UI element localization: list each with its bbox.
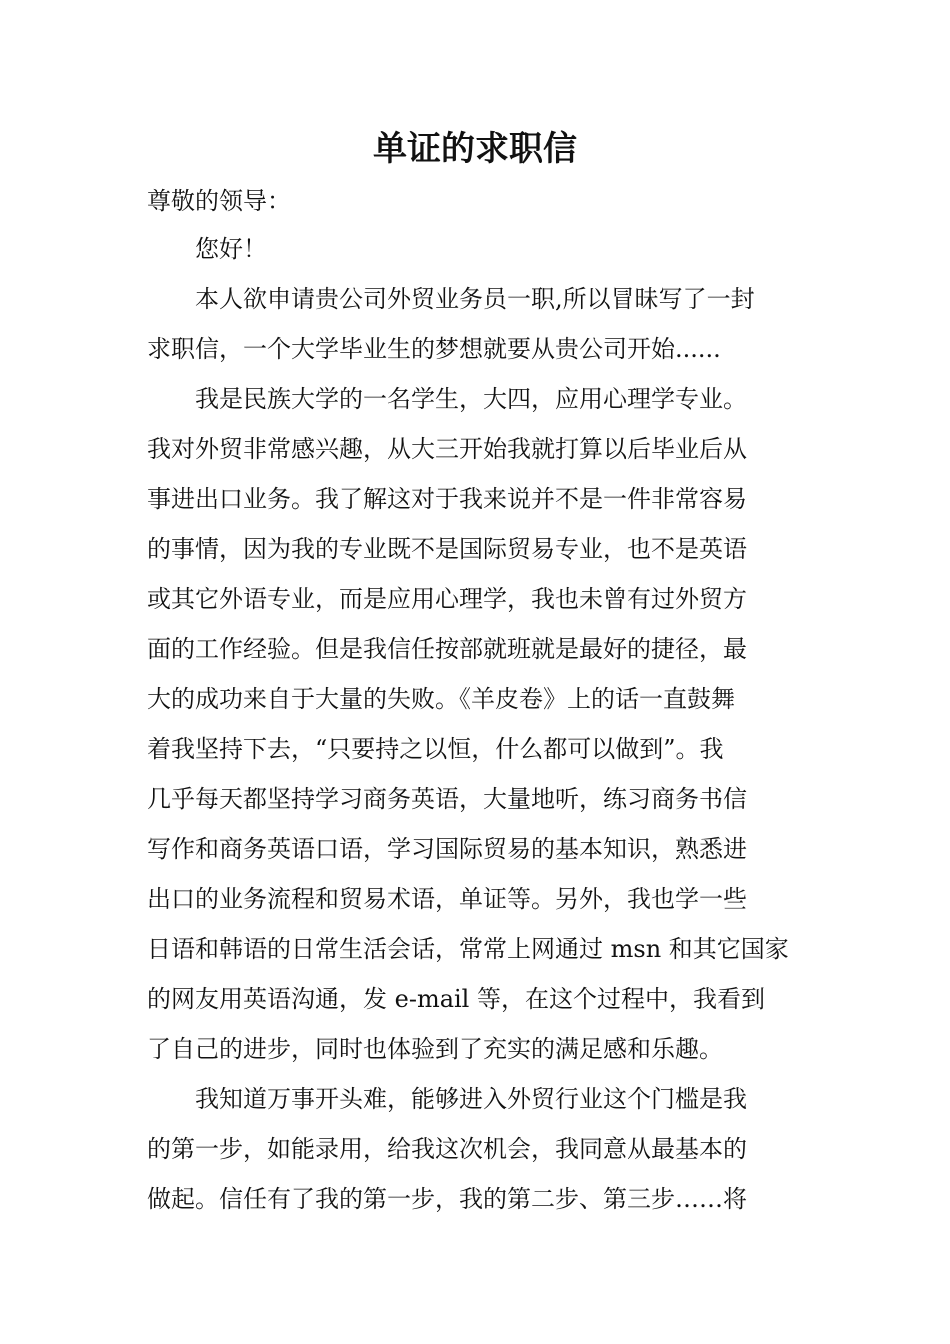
paragraph-line: 本人欲申请贵公司外贸业务员一职,所以冒昧写了一封 <box>195 285 755 313</box>
paragraph-line: 写作和商务英语口语，学习国际贸易的基本知识，熟悉进 <box>147 835 747 863</box>
paragraph-line: 大的成功来自于大量的失败。《羊皮卷》上的话一直鼓舞 <box>147 685 735 713</box>
paragraph-line: 求职信，一个大学毕业生的梦想就要从贵公司开始...... <box>147 335 721 363</box>
paragraph-line: 着我坚持下去，“只要持之以恒，什么都可以做到”。我 <box>147 735 724 763</box>
paragraph-line: 我对外贸非常感兴趣，从大三开始我就打算以后毕业后从 <box>147 435 747 463</box>
paragraph-line: 的网友用英语沟通，发 e-mail 等，在这个过程中，我看到 <box>147 985 765 1013</box>
paragraph-line: 日语和韩语的日常生活会话，常常上网通过 msn 和其它国家 <box>147 935 789 963</box>
paragraph-line: 事进出口业务。我了解这对于我来说并不是一件非常容易 <box>147 485 747 513</box>
paragraph-line: 了自己的进步，同时也体验到了充实的满足感和乐趣。 <box>147 1035 723 1063</box>
paragraph-line: 我知道万事开头难，能够进入外贸行业这个门槛是我 <box>195 1085 747 1113</box>
paragraph-line: 我是民族大学的一名学生，大四，应用心理学专业。 <box>195 385 747 413</box>
paragraph-line: 或其它外语专业，而是应用心理学，我也未曾有过外贸方 <box>147 585 747 613</box>
paragraph-line: 面的工作经验。但是我信任按部就班就是最好的捷径，最 <box>147 635 747 663</box>
greeting: 您好！ <box>195 235 267 263</box>
paragraph-line: 的第一步，如能录用，给我这次机会，我同意从最基本的 <box>147 1135 747 1163</box>
paragraph-line: 几乎每天都坚持学习商务英语，大量地听，练习商务书信 <box>147 785 747 813</box>
salutation: 尊敬的领导： <box>147 187 291 215</box>
paragraph-line: 的事情，因为我的专业既不是国际贸易专业，也不是英语 <box>147 535 747 563</box>
paragraph-line: 出口的业务流程和贸易术语，单证等。另外，我也学一些 <box>147 885 747 913</box>
document-title: 单证的求职信 <box>373 129 577 169</box>
paragraph-line: 做起。信任有了我的第一步，我的第二步、第三步……将 <box>147 1185 747 1213</box>
